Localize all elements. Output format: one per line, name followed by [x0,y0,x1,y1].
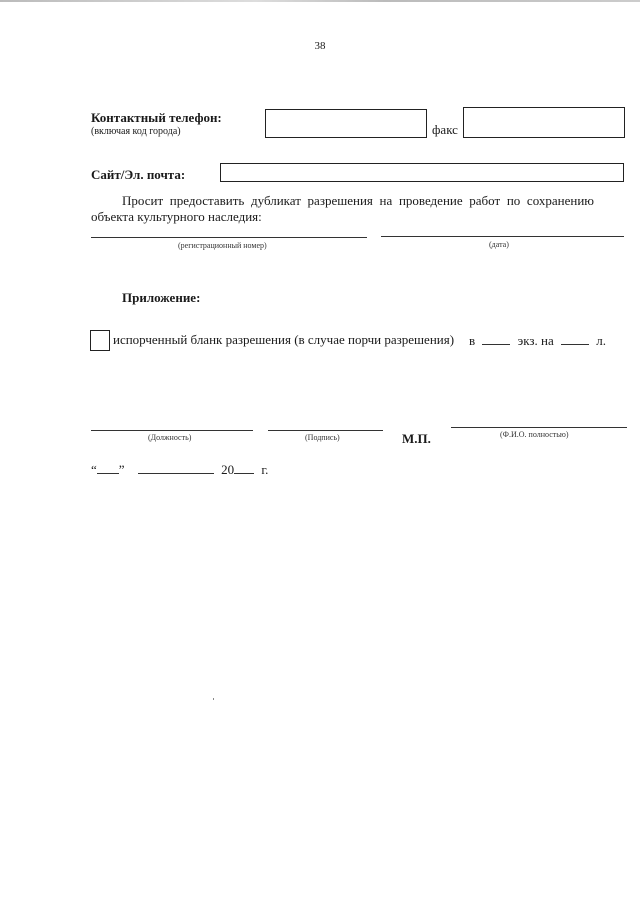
phone-label: Контактный телефон: [91,110,222,125]
fax-input[interactable] [463,107,625,138]
page-number: 38 [314,40,326,52]
open-quote: “ [91,462,97,477]
day-field[interactable] [97,461,119,474]
signature-line[interactable] [268,430,383,431]
scan-top-edge [0,0,640,2]
sheets-count-field[interactable] [561,332,589,345]
reg-number-caption: (регистрационный номер) [178,241,267,250]
full-name-caption: (Ф.И.О. полностью) [500,430,569,439]
full-name-line[interactable] [451,427,627,428]
date-caption: (дата) [489,240,509,249]
phone-note: (включая код города) [91,126,181,137]
copies-count-field[interactable] [482,332,510,345]
appendix-checkbox[interactable] [90,330,110,351]
close-quote: ” [118,462,125,477]
appendix-title: Приложение: [122,290,201,305]
year-suffix: г. [261,462,269,477]
request-paragraph: Просит предоставить дубликат разрешения на проведение работ по сохранению объекта культурного наследия: [91,193,594,224]
position-caption: (Должность) [148,433,192,442]
reg-number-line[interactable] [91,237,367,238]
sheets-label: л. [596,333,606,348]
in-label: в [469,333,476,348]
year-prefix: 20 [221,462,235,477]
fax-label: факс [432,122,458,137]
site-label: Сайт/Эл. почта: [91,167,186,182]
copies-sheets-row [469,332,606,349]
year-field[interactable] [234,461,254,474]
month-field[interactable] [138,461,214,474]
date-fill-row [91,461,268,478]
appendix-item-text: испорченный бланк разрешения (в случае порчи разрешения) [113,332,455,347]
phone-input[interactable] [265,109,427,138]
site-email-input[interactable] [220,163,624,182]
copies-label: экз. на [517,333,554,348]
stamp-label: М.П. [402,431,431,446]
date-line[interactable] [381,236,624,237]
scan-speck [213,698,214,700]
position-line[interactable] [91,430,253,431]
signature-caption: (Подпись) [305,433,340,442]
